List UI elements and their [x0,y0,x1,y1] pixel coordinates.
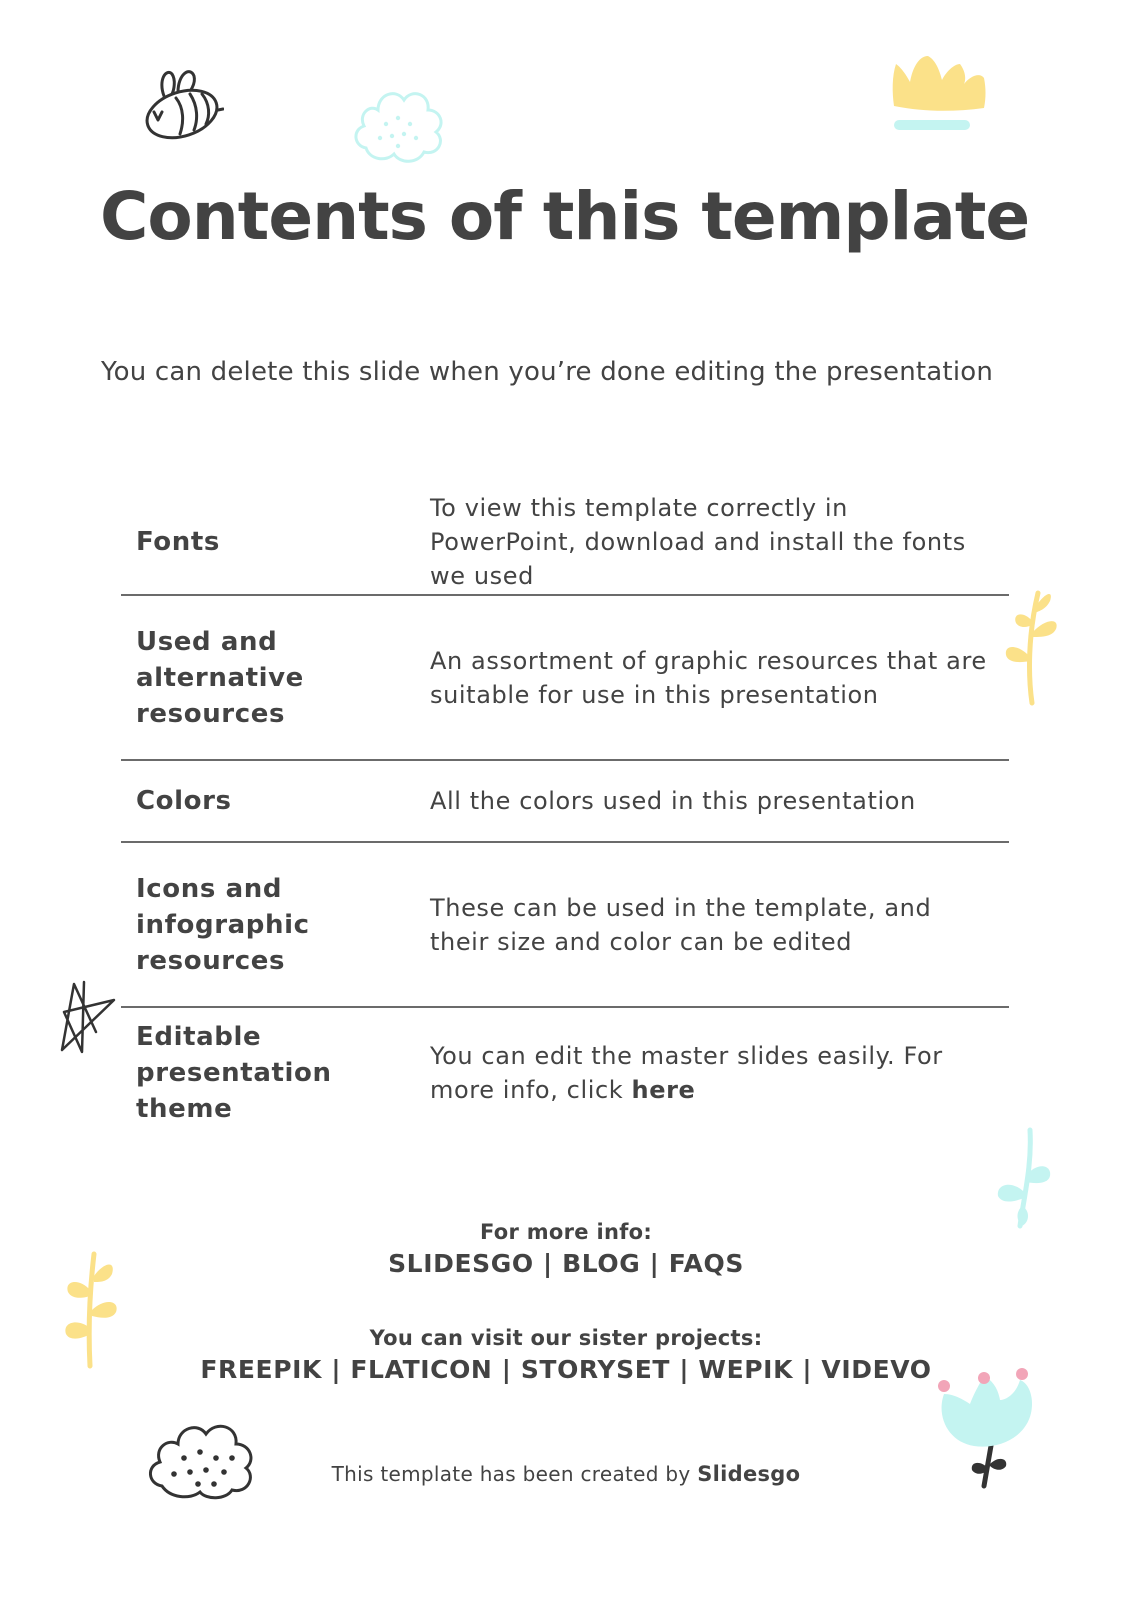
link-freepik[interactable]: FREEPIK [200,1355,322,1384]
row-description: These can be used in the template, and their size and color can be edited [430,893,932,956]
more-info-links [0,1249,1132,1278]
sister-projects [0,1326,1132,1384]
link-separator: | [501,1355,512,1384]
here-link[interactable]: here [631,1076,696,1104]
cloud-icon [352,80,448,166]
link-separator: | [331,1355,342,1384]
cloud-icon [144,1414,262,1500]
row-label: Icons and infographic resources [136,873,310,976]
link-slidesgo[interactable]: SLIDESGO [388,1249,534,1278]
leaf-branch-icon [990,1126,1060,1230]
sister-projects-links [0,1355,1132,1384]
footer-credit [0,1462,1132,1486]
table-row [121,490,1009,596]
row-label: Fonts [136,527,220,557]
table-row [121,596,1009,761]
star-icon [56,978,118,1058]
contents-table [121,490,1009,1138]
row-label: Colors [136,786,232,816]
row-label: Used and alternative resources [136,626,304,729]
more-info [0,1220,1132,1278]
link-separator: | [649,1249,660,1278]
crown-icon [888,52,992,136]
link-faqs[interactable]: FAQS [668,1249,744,1278]
row-description-text: You can edit the master slides easily. For more info, click [430,1042,943,1104]
link-blog[interactable]: BLOG [562,1249,641,1278]
row-label: Editable presentation theme [136,1022,332,1124]
link-flaticon[interactable]: FLATICON [350,1355,493,1384]
link-videvo[interactable]: VIDEVO [821,1355,932,1384]
table-row [121,761,1009,843]
link-separator: | [543,1249,553,1278]
footer-brand[interactable]: Slidesgo [697,1462,801,1486]
link-storyset[interactable]: STORYSET [520,1355,671,1384]
footer-text: This template has been created by [331,1462,691,1486]
link-wepik[interactable]: WEPIK [698,1355,794,1384]
table-row [121,843,1009,1008]
link-separator: | [802,1355,813,1384]
row-description [430,1039,990,1107]
link-separator: | [679,1355,690,1384]
bee-icon [140,62,224,146]
sister-projects-label: You can visit our sister projects: [369,1326,763,1350]
table-row [121,1008,1009,1138]
page-subtitle: You can delete this slide when you’re done editing the presentation [101,357,994,387]
row-description: To view this template correctly in PowerPoint, download and install the fonts we used [430,494,966,590]
row-description: All the colors used in this presentation [430,787,916,815]
page-title: Contents of this template [100,178,1030,255]
row-description: An assortment of graphic resources that are suitable for use in this presentation [430,646,987,709]
more-info-label: For more info: [479,1220,653,1244]
